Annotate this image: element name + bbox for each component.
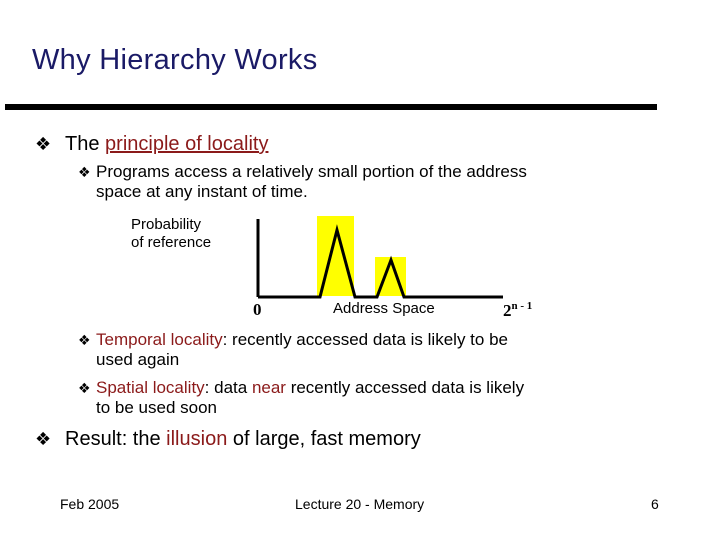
figure-ylabel-line2: of reference xyxy=(131,234,212,251)
x-axis-start: 0 xyxy=(253,300,262,319)
bullet-marker-icon: ❖ xyxy=(35,429,52,450)
figure-ylabel-line1: Probability xyxy=(131,216,202,233)
spatial-line2: to be used soon xyxy=(96,398,217,417)
slide-title: Why Hierarchy Works xyxy=(32,44,318,76)
spatial-near: near xyxy=(251,378,286,397)
footer-date: Feb 2005 xyxy=(60,496,120,512)
x-axis-end-base: 2 xyxy=(503,301,512,320)
footer-page-number: 6 xyxy=(651,496,659,512)
result-highlight: illusion xyxy=(166,428,228,450)
programs-line2: space at any instant of time. xyxy=(96,182,308,201)
x-axis-label: Address Space xyxy=(333,300,435,317)
bullet-marker-icon: ❖ xyxy=(78,165,91,181)
result-prefix: Result: the xyxy=(65,428,167,450)
spatial-line1: recently accessed data is likely xyxy=(285,378,525,397)
footer-course: Lecture 20 - Memory xyxy=(295,496,425,512)
bullet-marker-icon: ❖ xyxy=(78,333,91,349)
temporal-line2: used again xyxy=(96,350,180,369)
x-axis-end xyxy=(503,300,532,321)
result-suffix: of large, fast memory xyxy=(227,428,421,450)
principle-highlight: principle of locality xyxy=(105,133,269,155)
temporal-line1: : recently accessed data is likely to be xyxy=(222,330,508,349)
bullet-marker-icon: ❖ xyxy=(35,134,52,155)
bullet-marker-icon: ❖ xyxy=(78,381,91,397)
temporal-term: Temporal locality xyxy=(96,330,223,349)
programs-line1: Programs access a relatively small portion of the address xyxy=(96,162,527,181)
spatial-mid: : data xyxy=(204,378,252,397)
principle-prefix: The xyxy=(65,133,106,155)
x-axis-end-exp: n - 1 xyxy=(511,300,533,312)
spatial-term: Spatial locality xyxy=(96,378,205,397)
